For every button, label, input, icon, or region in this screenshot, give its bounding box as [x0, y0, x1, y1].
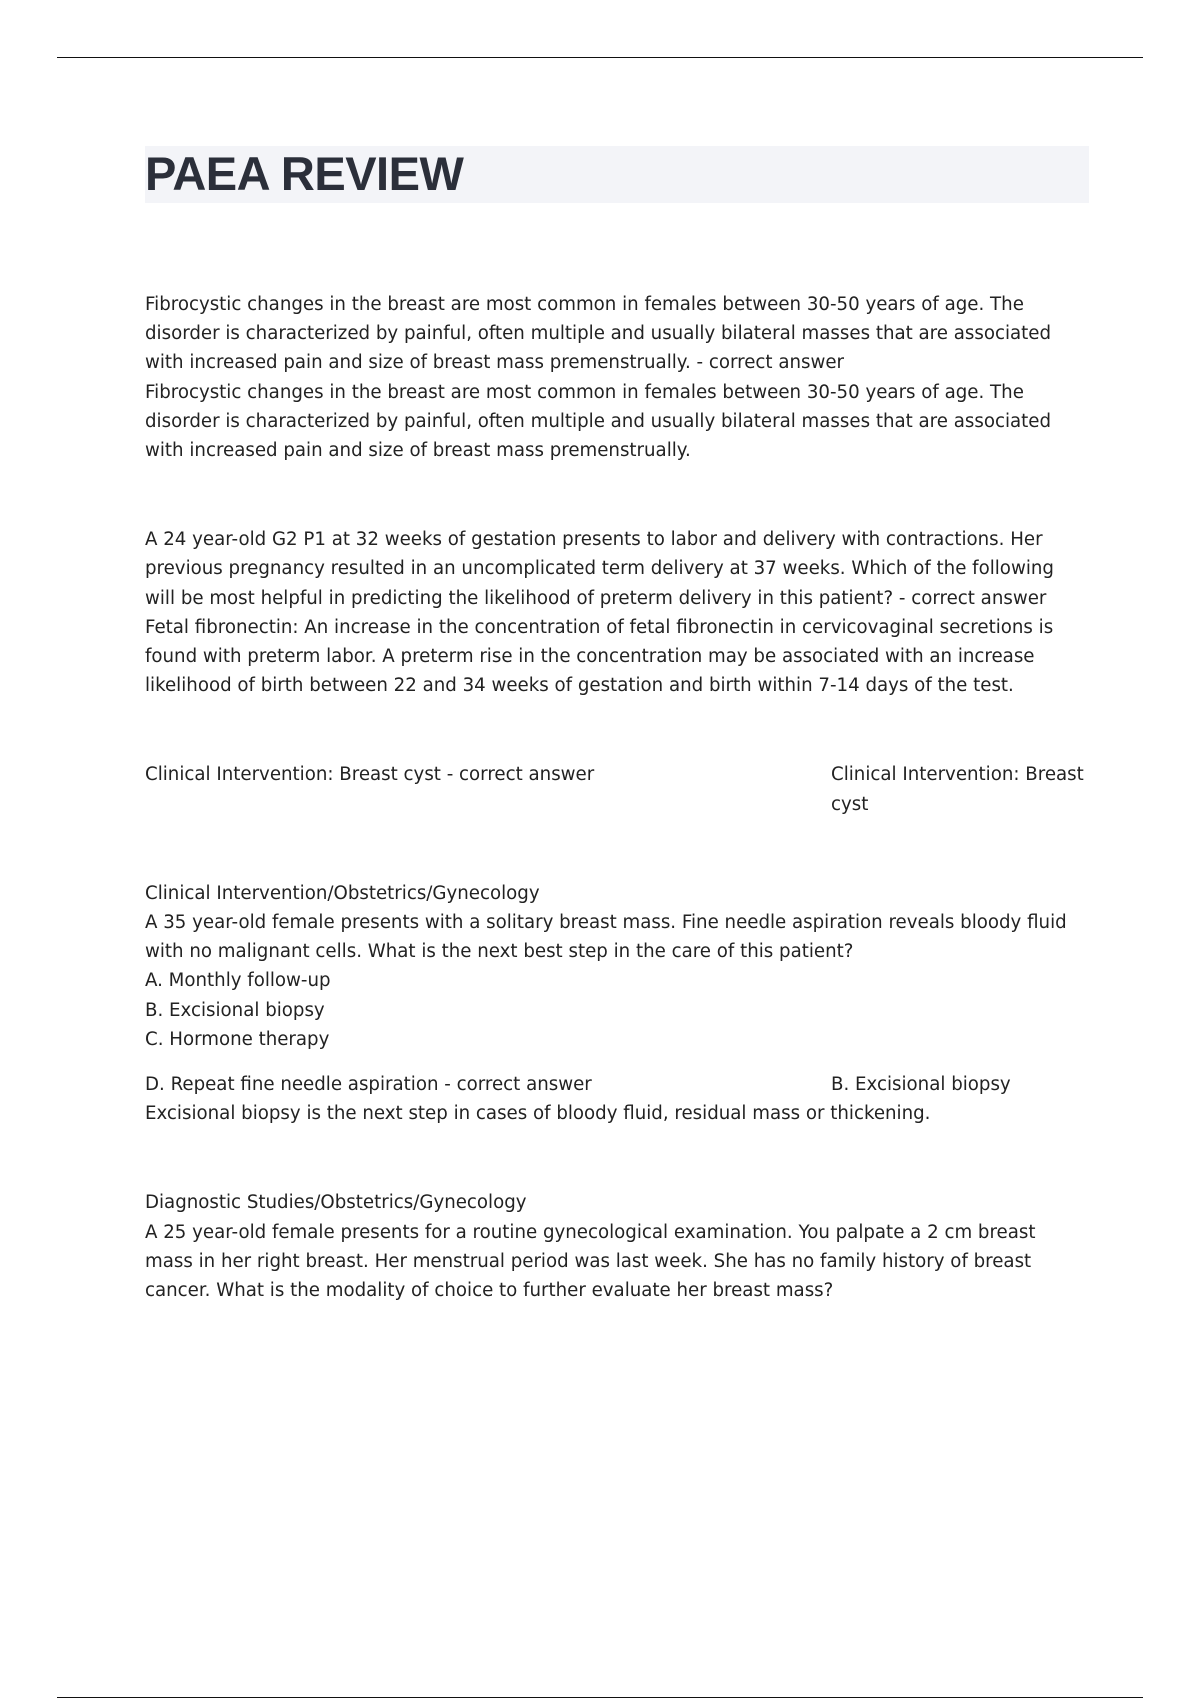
question-stem: A 35 year-old female presents with a solitary breast mass. Fine needle aspiration reveals bloody fluid with no malignant cells. What is the next best step in the care of this patient? [145, 912, 1067, 963]
qa-row [145, 760, 1089, 818]
question-text: A 24 year-old G2 P1 at 32 weeks of gestation presents to labor and delivery with contractions. Her previous pregnancy resulted in an uncomplicated term delivery at 37 weeks. Which of the following will be most helpful in predicting the likelihood of preterm delivery in this patient? - correct answer [145, 529, 1054, 609]
option-c: C. Hormone therapy [145, 1028, 330, 1050]
option-d-row [145, 1070, 1089, 1099]
question-stem: A 25 year-old female presents for a routine gynecological examination. You palpate a 2 cm breast mass in her right breast. Her menstrual period was last week. She has no family history of breast cancer. What is the modality of choice to further evaluate her breast mass? [145, 1221, 1036, 1302]
top-rule [57, 57, 1143, 58]
spacer [145, 1128, 1089, 1188]
spacer [145, 465, 1089, 525]
category-label: Diagnostic Studies/Obstetrics/Gynecology [145, 1192, 527, 1214]
document-body [145, 290, 1089, 1305]
qa-entry [145, 525, 1089, 700]
qa-entry [145, 760, 1089, 818]
answer-text: Fetal fibronectin: An increase in the concentration of fetal fibronectin in cervicovaginal secretions is found with preterm labor. A preterm rise in the concentration may be associated with an increase likelihood of birth between 22 and 34 weeks of gestation and birth within 7-14 days of the test. [145, 616, 1054, 697]
spacer [145, 819, 1089, 879]
option-d: D. Repeat fine needle aspiration - correct answer [145, 1074, 592, 1096]
option-a: A. Monthly follow-up [145, 970, 331, 992]
explanation-text: Excisional biopsy is the next step in cases of bloody fluid, residual mass or thickening. [145, 1103, 931, 1125]
answer-text: Clinical Intervention: Breast cyst [831, 764, 1084, 815]
question-text: Clinical Intervention: Breast cyst - correct answer [145, 764, 595, 786]
category-label: Clinical Intervention/Obstetrics/Gynecology [145, 882, 540, 904]
question-text: Fibrocystic changes in the breast are most common in females between 30-50 years of age. The disorder is characterized by painful, often multiple and usually bilateral masses that are associated with increased pain and size of breast mass premenstrually. - correct answer [145, 294, 1052, 374]
question-block [145, 879, 1089, 1129]
page-title: PAEA REVIEW [145, 147, 464, 200]
answer-text: Fibrocystic changes in the breast are most common in females between 30-50 years of age. The disorder is characterized by painful, often multiple and usually bilateral masses that are associated with increased pain and size of breast mass premenstrually. [145, 381, 1052, 462]
spacer [145, 700, 1089, 760]
qa-entry [145, 290, 1089, 465]
answer-text: B. Excisional biopsy [831, 1074, 1011, 1096]
question-block [145, 1188, 1089, 1305]
bottom-rule [57, 1697, 1143, 1698]
option-b: B. Excisional biopsy [145, 999, 325, 1021]
